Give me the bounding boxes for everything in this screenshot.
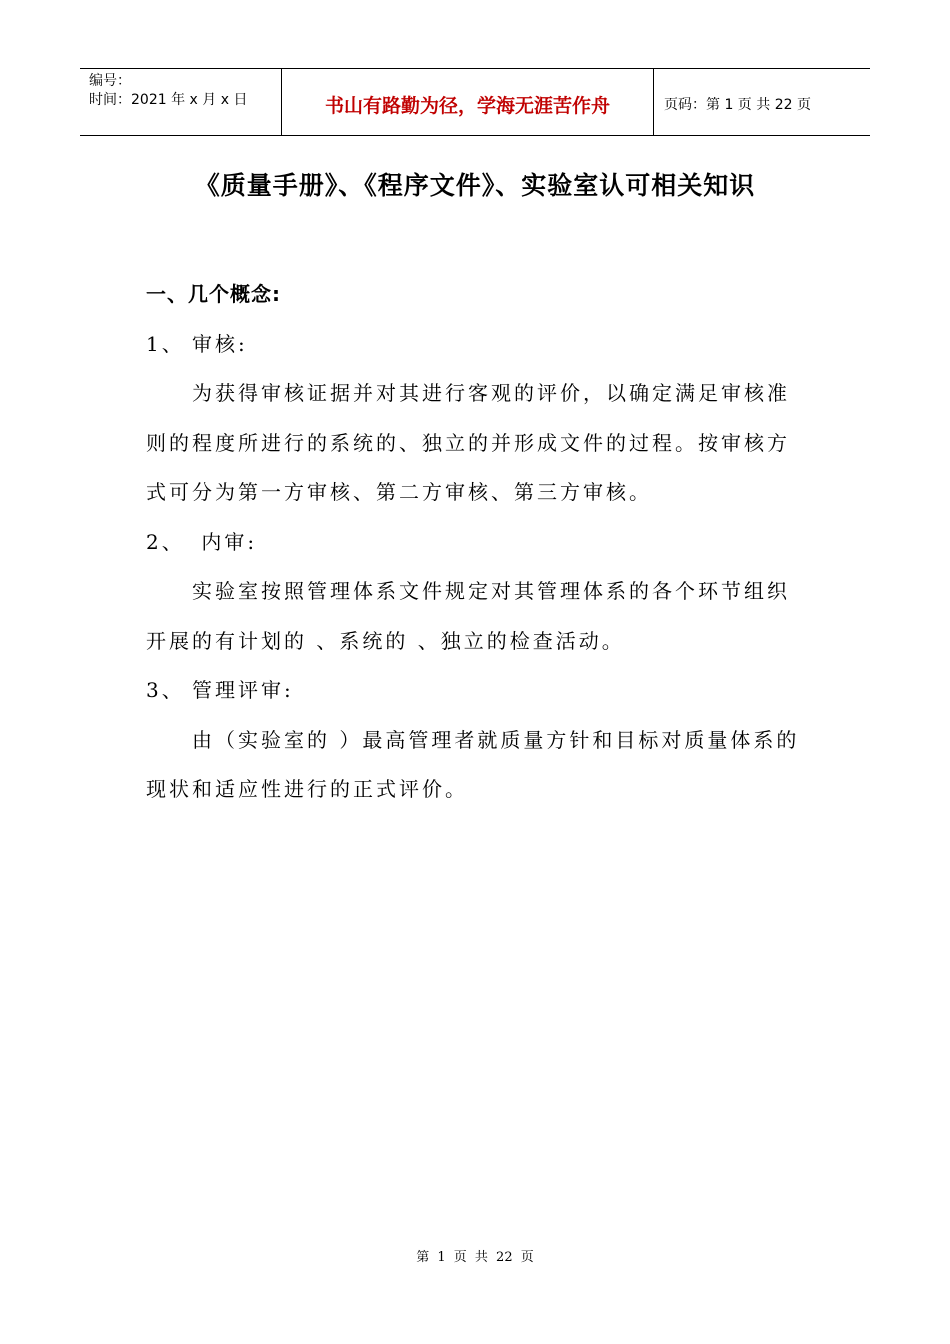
item-paragraph-audit: 为获得审核证据并对其进行客观的评价，以确定满足审核准则的程度所进行的系统的、独立的并形成文件的过程。按审核方式可分为第一方审核、第二方审核、第三方审核。 xyxy=(146,381,790,504)
header-motto-cell xyxy=(282,69,654,135)
item-paragraph-internal-audit: 实验室按照管理体系文件规定对其管理体系的各个环节组织开展的有计划的 、系统的 、独立的检查活动。 xyxy=(146,579,790,653)
item-number: 3、 xyxy=(146,678,185,702)
header-meta-cell xyxy=(80,69,282,135)
page-footer: 第 1 页 共 22 页 xyxy=(416,1250,534,1265)
item-title: 审核: xyxy=(192,331,248,356)
item-number: 1、 xyxy=(146,331,185,356)
document-date-label: 时间：2021 年 x 月 x 日 xyxy=(89,92,248,108)
header-page-info: 页码：第 1 页 共 22 页 xyxy=(664,97,811,113)
document-title: 《质量手册》、《程序文件》、实验室认可相关知识 xyxy=(194,171,756,200)
item-heading-management-review xyxy=(146,666,806,716)
item-heading-audit xyxy=(146,320,806,370)
item-heading-internal-audit xyxy=(146,518,806,568)
page-header xyxy=(80,68,870,136)
document-number-label: 编号： xyxy=(89,73,131,89)
item-paragraph-management-review: 由（实验室的 ）最高管理者就质量方针和目标对质量体系的现状和适应性进行的正式评价。 xyxy=(146,727,800,801)
header-motto: 书山有路勤为径，学海无涯苦作舟 xyxy=(324,94,610,117)
section-heading: 一、几个概念: xyxy=(146,282,281,306)
document-body xyxy=(146,270,806,815)
item-title: 内审: xyxy=(192,529,258,554)
item-number: 2、 xyxy=(146,529,185,554)
item-title: 管理评审: xyxy=(192,678,294,702)
header-page-cell xyxy=(654,69,870,135)
